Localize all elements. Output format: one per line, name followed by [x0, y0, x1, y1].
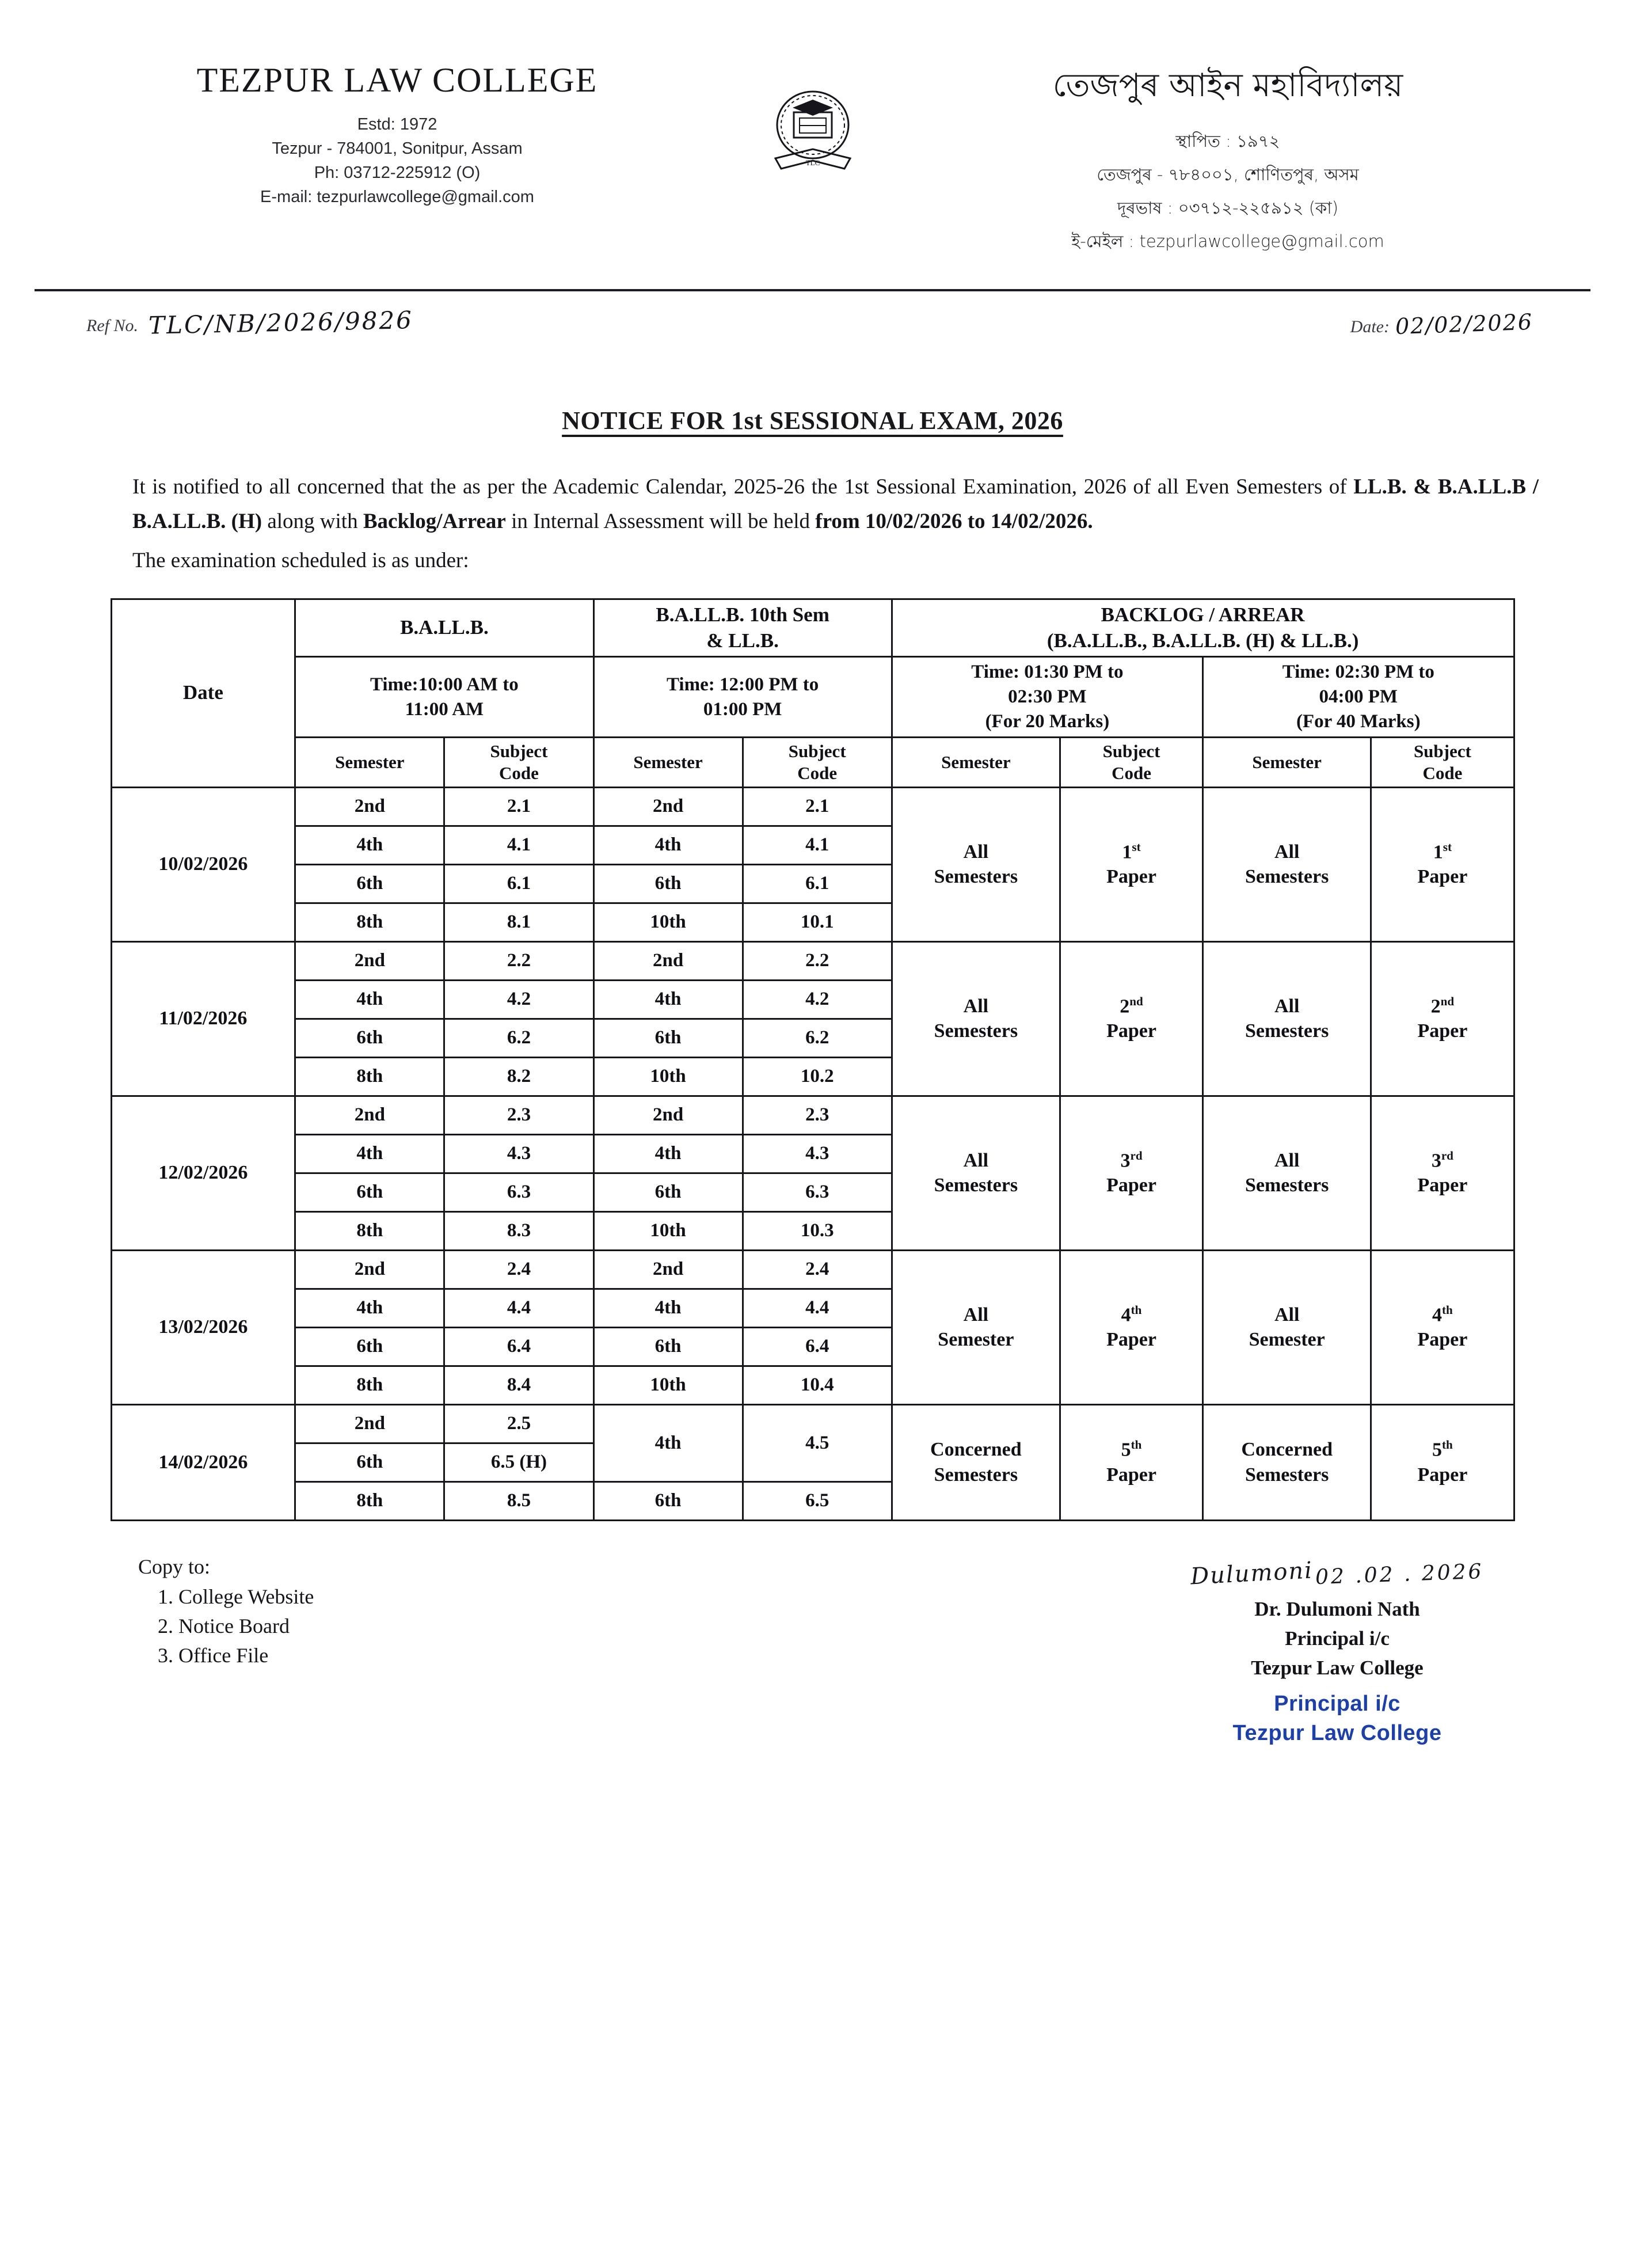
cell-semester-llb: 10th [593, 1211, 743, 1250]
body-part-3: in Internal Assessment will be held [505, 509, 816, 533]
cell-semester-ballb: 6th [295, 1173, 444, 1211]
cell-semester-ballb: 2nd [295, 1250, 444, 1289]
cell-backlog20-semester: All Semesters [892, 941, 1060, 1096]
col-header-semester-4: Semester [1203, 738, 1371, 788]
cell-code-ballb: 2.4 [444, 1250, 593, 1289]
cell-semester-ballb: 4th [295, 980, 444, 1019]
stamp-line-2: Tezpur Law College [1232, 1721, 1442, 1746]
cell-code-ballb: 6.1 [444, 864, 593, 903]
cell-backlog40-semester: All Semesters [1203, 1096, 1371, 1250]
college-name-english: TEZPUR LAW COLLEGE [196, 61, 598, 99]
cell-semester-ballb: 8th [295, 1211, 444, 1250]
list-item: 2. Notice Board [178, 1612, 314, 1641]
schedule-table-wrapper [0, 598, 1625, 1521]
estd-assamese: স্থাপিত : ১৯৭২ [1175, 131, 1280, 151]
cell-semester-ballb: 8th [295, 903, 444, 941]
cell-backlog40-paper: 3rd Paper [1371, 1096, 1514, 1250]
body-bold-programmes: LL.B. & B.A.LL.B / B.A.LL.B. (H) [132, 475, 1539, 533]
cell-semester-llb: 10th [593, 1366, 743, 1404]
cell-semester-ballb: 8th [295, 1481, 444, 1520]
address-assamese: তেজপুৰ - ৭৮৪০০১, শোণিতপুৰ, অসম [1097, 165, 1359, 184]
col-header-subject-code-1: Subject Code [444, 738, 593, 788]
list-item: 3. Office File [178, 1641, 314, 1670]
cell-semester-ballb: 6th [295, 1019, 444, 1057]
cell-backlog40-paper: 2nd Paper [1371, 941, 1514, 1096]
cell-date: 10/02/2026 [111, 787, 295, 941]
cell-date: 13/02/2026 [111, 1250, 295, 1404]
cell-semester-ballb: 4th [295, 1134, 444, 1173]
cell-backlog20-semester: All Semesters [892, 1096, 1060, 1250]
notice-date [1350, 309, 1533, 340]
cell-code-ballb: 8.5 [444, 1481, 593, 1520]
cell-semester-ballb: 8th [295, 1366, 444, 1404]
table-row [111, 1404, 1514, 1443]
cell-semester-llb: 2nd [593, 1096, 743, 1134]
cell-code-ballb: 6.2 [444, 1019, 593, 1057]
stamp-line-1: Principal i/c [1274, 1692, 1401, 1716]
email-english: E-mail: tezpurlawcollege@gmail.com [260, 188, 534, 206]
cell-date: 14/02/2026 [111, 1404, 295, 1520]
cell-code-ballb: 2.2 [444, 941, 593, 980]
notice-body [132, 470, 1539, 539]
cell-semester-ballb: 2nd [295, 1404, 444, 1443]
col-header-semester-2: Semester [593, 738, 743, 788]
cell-backlog20-paper: 4th Paper [1060, 1250, 1202, 1404]
cell-semester-ballb: 4th [295, 826, 444, 864]
cell-code-llb: 10.3 [743, 1211, 892, 1250]
col-header-time-backlog-20: Time: 01:30 PM to 02:30 PM (For 20 Marks) [892, 657, 1202, 738]
signatory-role: Principal i/c [1285, 1627, 1390, 1650]
phone-english: Ph: 03712-225912 (O) [314, 164, 481, 182]
cell-code-llb: 4.3 [743, 1134, 892, 1173]
cell-code-ballb: 8.1 [444, 903, 593, 941]
copy-to-title: Copy to: [138, 1555, 211, 1578]
body-bold-backlog: Backlog/Arrear [363, 509, 506, 533]
cell-semester-llb: 2nd [593, 787, 743, 826]
handwritten-signature: Dulumoni [1190, 1557, 1314, 1590]
cell-backlog20-semester: All Semesters [892, 787, 1060, 941]
cell-backlog20-semester: Concerned Semesters [892, 1404, 1060, 1520]
col-header-group-ballb: B.A.LL.B. [295, 599, 593, 657]
cell-semester-llb: 2nd [593, 1250, 743, 1289]
cell-semester-ballb: 2nd [295, 1096, 444, 1134]
cell-code-ballb: 4.4 [444, 1289, 593, 1327]
cell-code-llb: 2.4 [743, 1250, 892, 1289]
cell-date: 11/02/2026 [111, 941, 295, 1096]
cell-semester-llb: 10th [593, 903, 743, 941]
date-value: 02/02/2026 [1395, 309, 1533, 340]
cell-semester-ballb: 6th [295, 1327, 444, 1366]
cell-code-ballb: 4.1 [444, 826, 593, 864]
table-row [111, 787, 1514, 826]
estd-english: Estd: 1972 [357, 115, 437, 134]
cell-semester-llb: 4th [593, 1404, 743, 1481]
cell-semester-ballb: 8th [295, 1057, 444, 1096]
email-assamese: ই-মেইল : tezpurlawcollege@gmail.com [1071, 231, 1384, 251]
cell-code-ballb: 4.2 [444, 980, 593, 1019]
col-header-date: Date [111, 599, 295, 787]
cell-code-ballb: 6.3 [444, 1173, 593, 1211]
cell-backlog20-paper: 1st Paper [1060, 787, 1202, 941]
cell-semester-ballb: 6th [295, 864, 444, 903]
ref-value: TLC/NB/2026/9826 [148, 306, 414, 340]
signatory-institution: Tezpur Law College [1251, 1656, 1424, 1679]
cell-semester-ballb: 4th [295, 1289, 444, 1327]
body-part-2: along with [262, 509, 363, 533]
cell-semester-llb: 6th [593, 1019, 743, 1057]
cell-backlog40-paper: 1st Paper [1371, 787, 1514, 941]
emblem-icon [758, 72, 867, 181]
col-header-group-backlog: BACKLOG / ARREAR (B.A.LL.B., B.A.LL.B. (H) & LL.B.) [892, 599, 1514, 657]
signature-block [1153, 1555, 1521, 1749]
col-header-subject-code-3: Subject Code [1060, 738, 1202, 788]
list-item: 1. College Website [178, 1582, 314, 1612]
table-row [111, 1250, 1514, 1289]
cell-semester-llb: 10th [593, 1057, 743, 1096]
svg-text:TLC: TLC [805, 158, 820, 167]
college-name-assamese: তেজপুৰ আইন মহাবিদ্যালয় [1052, 67, 1403, 104]
col-header-semester-1: Semester [295, 738, 444, 788]
ref-date-row [0, 291, 1625, 340]
phone-assamese: দূৰভাষ : ০৩৭১২-২২৫৯১২ (কা) [1117, 198, 1339, 218]
exam-schedule-body [111, 787, 1514, 1520]
cell-code-ballb: 2.5 [444, 1404, 593, 1443]
col-header-group-ballb10-llb: B.A.LL.B. 10th Sem & LL.B. [593, 599, 892, 657]
letterhead-assamese-block [917, 60, 1539, 262]
cell-semester-llb: 4th [593, 826, 743, 864]
cell-backlog40-semester: Concerned Semesters [1203, 1404, 1371, 1520]
cell-code-ballb: 8.3 [444, 1211, 593, 1250]
cell-code-llb: 6.5 [743, 1481, 892, 1520]
col-header-time-ballb10-llb: Time: 12:00 PM to 01:00 PM [593, 657, 892, 738]
official-stamp [1153, 1689, 1521, 1749]
cell-code-llb: 4.2 [743, 980, 892, 1019]
cell-code-llb: 2.1 [743, 787, 892, 826]
cell-semester-llb: 6th [593, 1327, 743, 1366]
ref-number [86, 306, 414, 340]
cell-code-llb: 10.1 [743, 903, 892, 941]
cell-code-llb: 6.2 [743, 1019, 892, 1057]
page-title: NOTICE FOR 1st SESSIONAL EXAM, 2026 [562, 407, 1063, 435]
exam-schedule-table [111, 598, 1515, 1521]
cell-semester-llb: 6th [593, 864, 743, 903]
copy-to-list [138, 1582, 314, 1670]
cell-backlog40-semester: All Semesters [1203, 941, 1371, 1096]
cell-backlog40-paper: 5th Paper [1371, 1404, 1514, 1520]
cell-code-llb: 10.2 [743, 1057, 892, 1096]
cell-semester-llb: 4th [593, 1289, 743, 1327]
body-part-1: It is notified to all concerned that the as per the Academic Calendar, 2025-26 the 1st Sessional Examination, 2026 of all Even Semesters of [132, 475, 1354, 499]
cell-backlog20-semester: All Semester [892, 1250, 1060, 1404]
cell-code-llb: 6.3 [743, 1173, 892, 1211]
cell-code-llb: 2.2 [743, 941, 892, 980]
col-header-semester-3: Semester [892, 738, 1060, 788]
cell-date: 12/02/2026 [111, 1096, 295, 1250]
cell-backlog20-paper: 5th Paper [1060, 1404, 1202, 1520]
cell-semester-llb: 4th [593, 1134, 743, 1173]
cell-backlog40-semester: All Semesters [1203, 787, 1371, 941]
cell-backlog40-semester: All Semester [1203, 1250, 1371, 1404]
body-bold-dates: from 10/02/2026 to 14/02/2026. [815, 509, 1093, 533]
cell-semester-llb: 2nd [593, 941, 743, 980]
cell-code-llb: 6.4 [743, 1327, 892, 1366]
cell-code-ballb: 2.3 [444, 1096, 593, 1134]
cell-code-ballb: 4.3 [444, 1134, 593, 1173]
col-header-subject-code-2: Subject Code [743, 738, 892, 788]
cell-semester-ballb: 2nd [295, 787, 444, 826]
cell-code-ballb: 8.2 [444, 1057, 593, 1096]
cell-backlog20-paper: 3rd Paper [1060, 1096, 1202, 1250]
date-label: Date: [1350, 317, 1390, 336]
cell-code-llb: 6.1 [743, 864, 892, 903]
col-header-time-ballb: Time:10:00 AM to 11:00 AM [295, 657, 593, 738]
cell-code-llb: 10.4 [743, 1366, 892, 1404]
cell-code-llb: 4.5 [743, 1404, 892, 1481]
copy-to-block [138, 1555, 314, 1749]
cell-code-ballb: 2.1 [444, 787, 593, 826]
table-row [111, 941, 1514, 980]
col-header-time-backlog-40: Time: 02:30 PM to 04:00 PM (For 40 Marks) [1203, 657, 1514, 738]
cell-code-ballb: 6.5 (H) [444, 1443, 593, 1481]
letterhead-english-block [86, 60, 708, 212]
cell-code-llb: 4.4 [743, 1289, 892, 1327]
cell-semester-llb: 6th [593, 1173, 743, 1211]
ref-label: Ref No. [86, 316, 138, 335]
notice-footer [0, 1555, 1625, 1749]
cell-semester-ballb: 6th [295, 1443, 444, 1481]
address-english: Tezpur - 784001, Sonitpur, Assam [272, 139, 523, 158]
signature-date: 02 .02 . 2026 [1315, 1559, 1485, 1589]
cell-backlog20-paper: 2nd Paper [1060, 941, 1202, 1096]
signatory-name: Dr. Dulumoni Nath [1254, 1597, 1420, 1620]
col-header-subject-code-4: Subject Code [1371, 738, 1514, 788]
schedule-intro: The examination scheduled is as under: [132, 548, 469, 572]
cell-backlog40-paper: 4th Paper [1371, 1250, 1514, 1404]
cell-code-llb: 4.1 [743, 826, 892, 864]
table-row [111, 1096, 1514, 1134]
cell-code-ballb: 8.4 [444, 1366, 593, 1404]
cell-semester-llb: 4th [593, 980, 743, 1019]
letterhead [0, 0, 1625, 276]
college-logo [732, 60, 893, 181]
cell-semester-llb: 6th [593, 1481, 743, 1520]
cell-code-ballb: 6.4 [444, 1327, 593, 1366]
cell-code-llb: 2.3 [743, 1096, 892, 1134]
cell-semester-ballb: 2nd [295, 941, 444, 980]
